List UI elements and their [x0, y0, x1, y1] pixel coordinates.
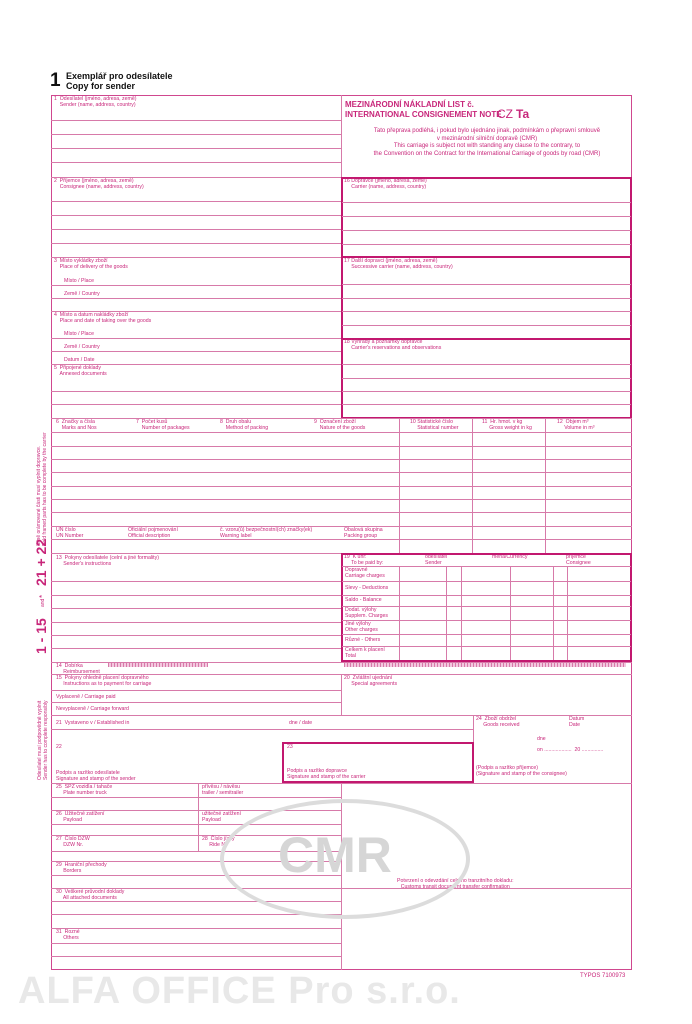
payment-row-label: Dodat. výlohy Supplem. Charges — [345, 607, 388, 619]
field-26-payload: 26 Užitečné zatížení Payload — [56, 811, 105, 823]
field-22-sender-signature: Podpis a razítko odesílatele Signature and stamp of the sender — [56, 770, 136, 782]
field-24-date-label: Datum Date — [569, 716, 585, 728]
field-25-plate: 25 SPZ vozidla / tahače Plate number truck — [56, 784, 113, 796]
field-1-sender: 1 Odesílatel (jméno, adresa, země) Sender (name, address, country) — [54, 96, 137, 108]
copy-title-cz: Exemplář pro odesílatele — [66, 71, 173, 81]
side-and: and — [40, 598, 46, 607]
field-12-volume: 12 Objem m³ Volume in m³ — [557, 419, 595, 431]
convention-text — [342, 128, 632, 158]
field-24-on: on ................... 20 ............... — [537, 747, 604, 753]
field-6-marks: 6 Značky a čísla Marks and Nos — [56, 419, 97, 431]
field-18-reservations: 18 Výhrady a poznámky dopravce Carrier's reservations and observations — [344, 339, 442, 351]
field-8-packing: 8 Druh obalu Method of packing — [220, 419, 269, 431]
field-24-goods-received: 24 Zboží obdržel Goods received — [476, 716, 520, 728]
field-21-date: dne / date — [289, 720, 313, 726]
field-4-takeover: 4 Místo a datum nakládky zboží Place and date of taking over the goods — [54, 312, 152, 324]
side-note-sender — [37, 701, 49, 781]
cmr-country: CZ — [497, 107, 513, 121]
convention-line: This carriage is subject not with standing any clause to the contrary, to — [393, 143, 581, 149]
field-4-place: Místo / Place — [64, 331, 94, 337]
field-11-weight: 11 Hr. hmot. v kg Gross weight in kg — [482, 419, 532, 431]
field-19-consignee: příjemce Consignee — [566, 554, 591, 566]
carriage-paid: Vyplaceně / Carriage paid — [56, 694, 116, 700]
payment-row-label: Saldo - Balance — [345, 597, 382, 603]
field-24-consignee-signature: (Podpis a razítko příjemce) (Signature and stamp of the consignee) — [476, 765, 567, 777]
payment-row-label: Různé - Others — [345, 637, 381, 643]
cmr-series: Ta — [516, 107, 530, 121]
side-note-bold-framed-text: Silně orámované části musí vyplnit dopravce. Bold framed parts has to be complete by the carrier — [36, 432, 48, 546]
transit-document-confirmation: Potvrzení o odevzdání celního tranzitního dokladu: Customs transit document transfer confirmation — [397, 878, 514, 890]
field-10-statistical: 10 Statistické číslo Statistical number — [410, 419, 459, 431]
field-27-dzw: 27 Číslo DZW DZW Nr. — [56, 836, 90, 848]
un-number-label: UN číslo UN Number — [56, 527, 84, 539]
payment-row-label: Celkem k placení Total — [345, 647, 385, 659]
field-20-special-agreements: 20 Zvláštní ujednání Special agreements — [344, 675, 398, 687]
watermark: ALFA OFFICE Pro s.r.o. — [18, 970, 461, 1012]
field-19-sender: odesílatel Sender — [425, 554, 448, 566]
convention-line: the Convention on the Contract for the International Carriage of goods by road (CMR) — [373, 150, 601, 157]
field-29-borders: 29 Hraniční přechody Borders — [56, 862, 107, 874]
field-25-trailer: přívěsu / návěsu trailer / semitrailer — [202, 784, 244, 796]
side-note-bold-framed — [36, 432, 48, 546]
payment-row-label: Dopravné Carriage charges — [345, 567, 385, 579]
warning-label: č. vzoru(ů) bezpečnostní(ch) značky(ek) Warning label — [220, 527, 313, 539]
field-23-carrier-signature: Podpis a razítko dopravce Signature and stamp of the carrier — [287, 768, 366, 780]
carriage-forward: Nevyplaceně / Carriage forward — [56, 706, 129, 712]
side-numbers-21-22: 21 + 22 — [33, 538, 49, 586]
copy-number: 1 — [50, 70, 61, 91]
field-2-consignee: 2 Příjemce (jméno, adresa, země) Consignee (name, address, country) — [54, 178, 144, 190]
field-3-delivery: 3 Místo vykládky zboží Place of delivery of the goods — [54, 258, 128, 270]
field-13-instructions: 13 Pokyny odesílatele (celní a jiné formality) Sender's instructions — [56, 555, 159, 567]
cmr-title-cz: MEZINÁRODNÍ NÁKLADNÍ LIST č. — [345, 100, 474, 109]
side-numbers-1-15: 1 - 15 — [33, 618, 49, 654]
copy-title-en: Copy for sender — [66, 81, 136, 91]
field-7-packages: 7 Počet kusů Number of packages — [136, 419, 190, 431]
field-3-place: Místo / Place — [64, 278, 94, 284]
convention-line: Tato přeprava podléhá, i pokud bylo ujednáno jinak, podmínkám o přepravní smlouvě — [373, 128, 601, 134]
convention-line: v mezinárodní silniční dopravě (CMR) — [436, 135, 538, 142]
footer-code: TYPOS 7100973 — [580, 973, 626, 979]
packing-group-label: Obalová skupina Packing group — [344, 527, 383, 539]
field-14-reimbursement: 14 Dobírka Reimbursement — [56, 663, 100, 675]
field-17-successive: 17 Další dopravci (jméno, adresa, země) Successive carrier (name, address, country) — [344, 258, 453, 270]
reimbursement-hatch — [108, 663, 208, 667]
field-3-country: Země / Country — [64, 291, 100, 297]
payment-row-label: Jiné výlohy Other charges — [345, 621, 378, 633]
field-26-payload-trailer: užitečné zatížení Payload — [202, 811, 241, 823]
field-19-to-be-paid: 19 K úhr: To be paid by: — [344, 554, 384, 566]
payment-row-label: Slevy - Deductions — [345, 585, 389, 591]
official-description-label: Oficiální pojmenování Official description — [128, 527, 178, 539]
field-28-ride: 28 Číslo jízdy Ride Nr. — [202, 836, 235, 848]
cmr-title-en: INTERNATIONAL CONSIGNEMENT NOTE — [345, 110, 502, 119]
side-note-sender-text: Odesílatel musí podpovědně vyplnit Sender has to complete responsibly — [37, 700, 49, 780]
field-4-date: Datum / Date — [64, 357, 95, 363]
field-19-currency: měna/Currency — [492, 554, 528, 560]
field-31-others: 31 Rozné Others — [56, 929, 80, 941]
field-23: 23 — [287, 744, 293, 750]
side-star: * — [38, 594, 47, 598]
field-15-payment-instructions: 15 Pokyny ohledně placení dopravného Instructions as to payment for carriage — [56, 675, 152, 687]
field-30-documents: 30 Veškeré průvodní doklady All attached documents — [56, 889, 125, 901]
cmr-logo-text: CMR — [278, 827, 392, 883]
field-21-established: 21 Vystaveno v / Established in — [56, 720, 130, 726]
field-24-dne: dne — [537, 736, 546, 742]
field-22: 22 — [56, 744, 62, 750]
field-4-country: Země / Country — [64, 344, 100, 350]
reimbursement-hatch-right — [344, 663, 626, 667]
field-16-carrier: 16 Dopravce (jméno, adresa, země) Carrier (name, address, country) — [344, 178, 427, 190]
field-9-nature: 9 Označení zboží Nature of the goods — [314, 419, 366, 431]
field-5-annexed: 5 Připojené doklady Annexed documents — [54, 365, 107, 377]
